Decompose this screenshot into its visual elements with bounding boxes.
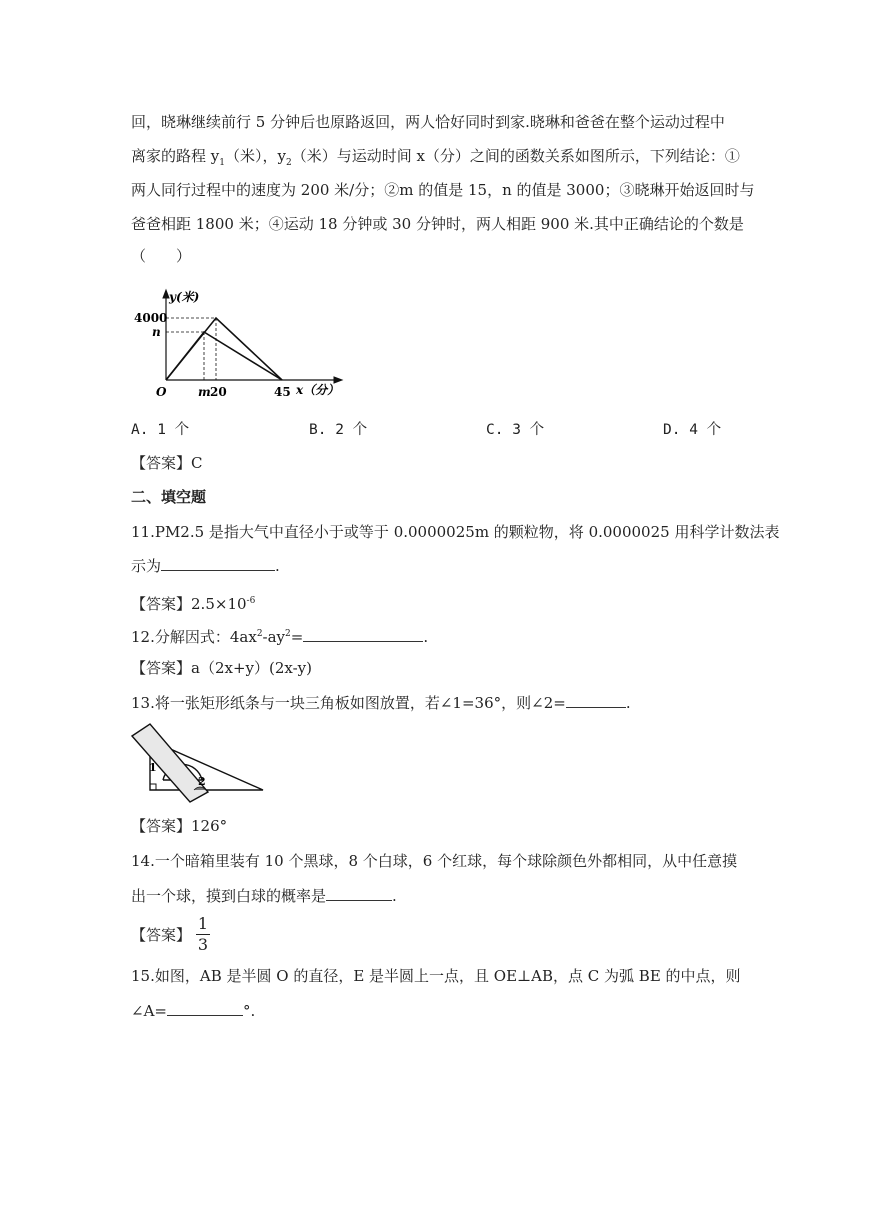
problem12-text-c: =	[290, 628, 304, 646]
problem12-text-end: .	[423, 628, 429, 646]
problem12-line	[131, 624, 428, 647]
answer-blank-12	[303, 627, 423, 642]
answer-blank-15	[167, 1001, 243, 1016]
problem15-line2-end: °.	[242, 1002, 256, 1020]
answer-label: 【答案】	[131, 595, 192, 613]
problem14-line2-end: .	[392, 887, 397, 905]
option-d: D. 4 个	[663, 422, 722, 438]
y-axis-label: y(米)	[169, 290, 200, 304]
superscript-2: 2	[285, 629, 291, 639]
problem12-text-a: 12.分解因式：4ax	[131, 628, 257, 646]
answer-12	[131, 658, 312, 678]
problem13-text: 13.将一张矩形纸条与一块三角板如图放置，若∠1=36°，则∠2=	[131, 694, 566, 712]
problem10-line2-a: 离家的路程 y	[131, 147, 220, 165]
answer-value: 126°	[191, 817, 228, 835]
triangle-strip-figure	[130, 722, 270, 804]
problem13-text-end: .	[625, 694, 631, 712]
problem14-line2	[131, 886, 397, 906]
distance-time-graph	[128, 284, 358, 402]
fraction-denominator: 3	[197, 935, 209, 954]
subscript-1: 1	[219, 158, 225, 168]
x-tick-m: m	[198, 385, 211, 399]
answer-blank-13	[566, 693, 626, 708]
answer-blank-14	[326, 886, 392, 901]
problem10-line5: （ ）	[131, 247, 192, 265]
answer-label: 【答案】	[131, 817, 192, 835]
problem13-line	[131, 693, 631, 713]
xiaolin-line	[166, 318, 282, 380]
angle1-label: 1	[149, 761, 157, 774]
problem10-line2-c: （米）与运动时间 x（分）之间的函数关系如图所示，下列结论：①	[291, 147, 740, 165]
answer-label: 【答案】	[131, 659, 192, 677]
answer-13	[131, 816, 227, 836]
origin-label: O	[156, 385, 167, 399]
problem10-line1: 回，晓琳继续前行 5 分钟后也原路返回，两人恰好同时到家.晓琳和爸爸在整个运动过程中	[131, 113, 725, 131]
subscript-2: 2	[285, 158, 292, 168]
x-tick-20: 20	[210, 385, 227, 399]
father-line	[166, 332, 282, 380]
fraction-numerator: 1	[197, 914, 209, 933]
option-b: B. 2 个	[309, 422, 368, 438]
problem12-text-b: -ay	[262, 628, 286, 646]
answer-14-label: 【答案】	[131, 926, 192, 944]
problem11-line2-end: .	[275, 557, 280, 575]
problem11-line1: 11.PM2.5 是指大气中直径小于或等于 0.0000025m 的颗粒物，将 0.0000025 用科学计数法表	[131, 523, 780, 541]
answer-10	[131, 453, 203, 473]
answer-value: C	[191, 454, 203, 472]
section-title: 二、填空题	[131, 488, 207, 506]
x-axis-label: x（分）	[296, 383, 340, 397]
angle2-label: 2	[198, 775, 206, 788]
superscript-1: 2	[256, 629, 263, 639]
x-tick-45: 45	[274, 385, 291, 399]
y-tick-n: n	[152, 325, 161, 339]
problem14-line2-text: 出一个球，摸到白球的概率是	[131, 887, 327, 905]
answer-14-fraction	[195, 914, 211, 955]
answer-value: 2.5×10	[191, 595, 247, 613]
answer-exponent: -6	[246, 596, 256, 606]
problem10-line4: 爸爸相距 1800 米；④运动 18 分钟或 30 分钟时，两人相距 900 米.其中正确结论的个数是	[131, 215, 744, 233]
problem10-line3: 两人同行过程中的速度为 200 米/分；②m 的值是 15，n 的值是 3000；③晓琳开始返回时与	[131, 181, 755, 199]
problem15-line2	[131, 1001, 255, 1021]
problem15-line1: 15.如图，AB 是半圆 O 的直径，E 是半圆上一点，且 OE⊥AB，点 C 为弧 BE 的中点，则	[131, 967, 741, 985]
right-angle-mark	[150, 784, 156, 790]
problem14-line1: 14.一个暗箱里装有 10 个黑球，8 个白球，6 个红球，每个球除颜色外都相同，从中任意摸	[131, 852, 738, 870]
option-c: C. 3 个	[486, 422, 545, 438]
answer-value: a（2x+y）(2x-y)	[191, 659, 312, 677]
answer-blank-11	[161, 556, 275, 571]
option-a: A. 1 个	[131, 422, 190, 438]
problem11-line2-text: 示为	[131, 557, 162, 575]
answer-label: 【答案】	[131, 454, 192, 472]
answer-11	[131, 591, 255, 614]
problem10-line2-b: （米），y	[224, 147, 286, 165]
problem15-line2-text: ∠A=	[131, 1002, 167, 1020]
problem10-line2	[131, 146, 740, 173]
problem11-line2	[131, 556, 280, 576]
y-tick-4000: 4000	[134, 311, 168, 325]
